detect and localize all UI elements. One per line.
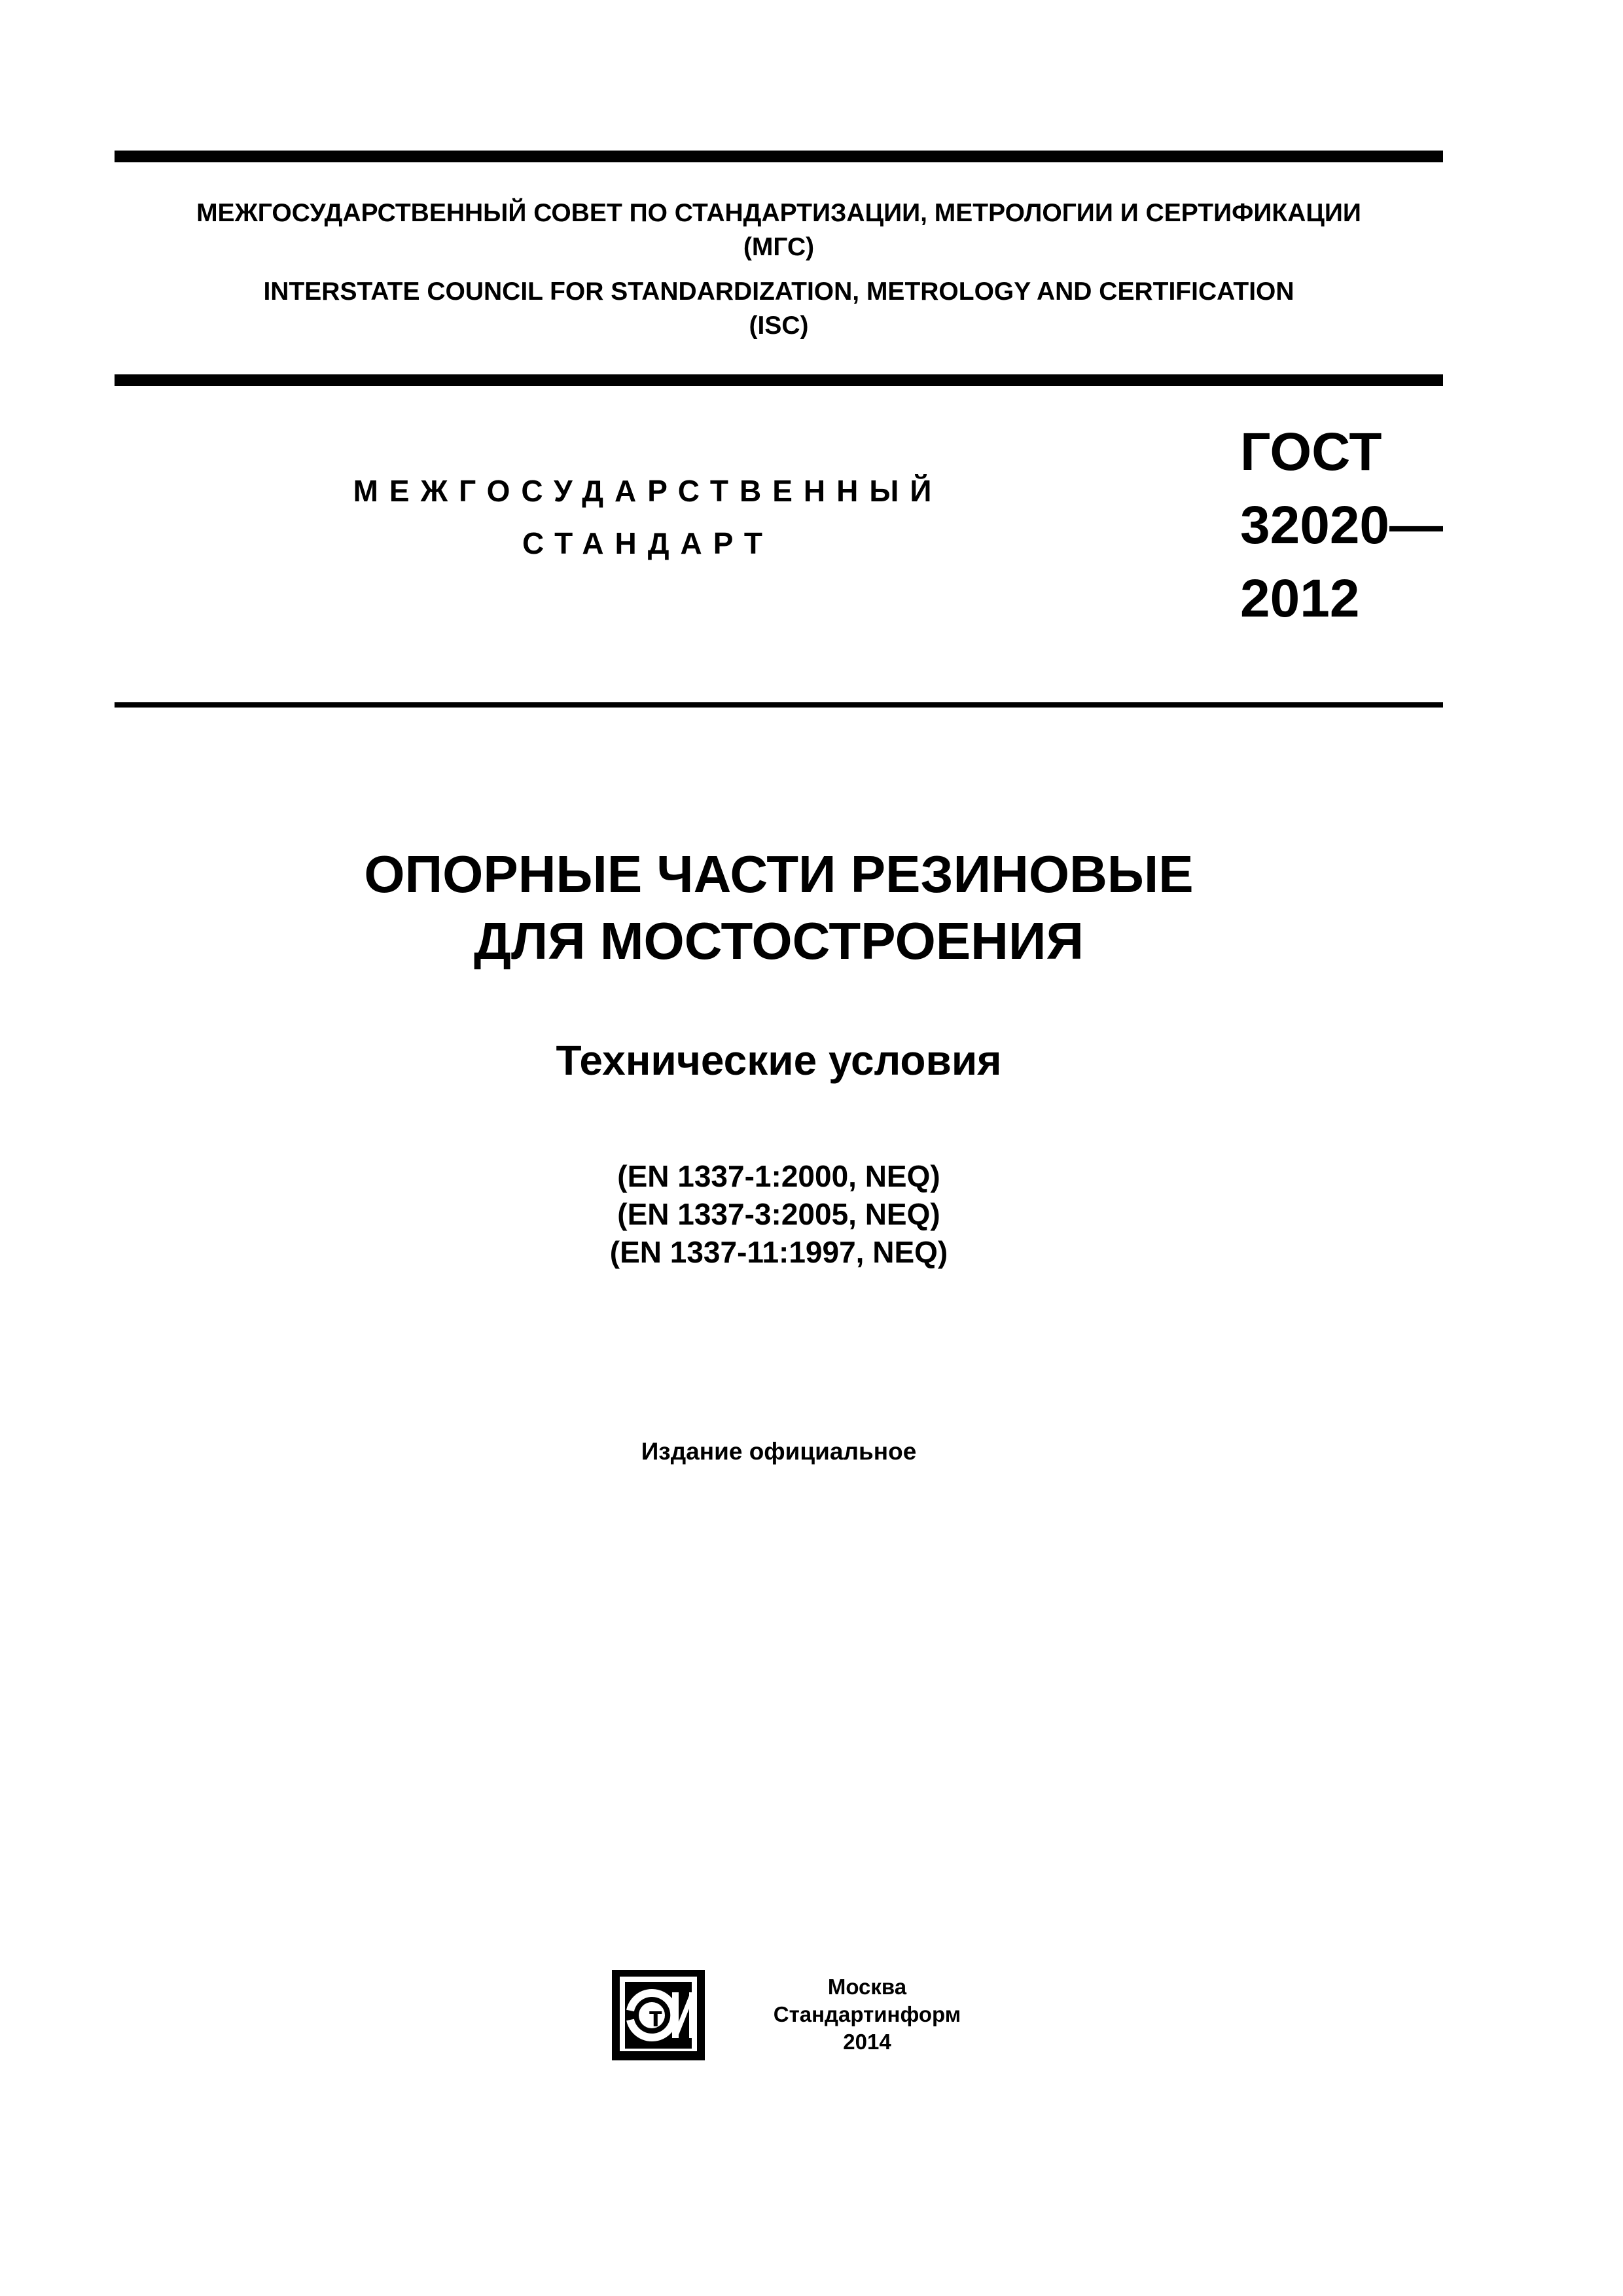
bottom-rule	[115, 702, 1443, 708]
publisher-name: Стандартинформ	[773, 2002, 961, 2026]
council-en-line2: (ISC)	[749, 312, 809, 340]
middle-rule	[115, 374, 1443, 386]
document-subtitle: Технические условия	[556, 1037, 1002, 1084]
council-ru-line2: (МГС)	[743, 233, 815, 261]
gost-designation	[1240, 416, 1443, 636]
reference-standards	[115, 1157, 1443, 1271]
top-rule	[115, 151, 1443, 162]
standard-label-line1: МЕЖГОСУДАРСТВЕННЫЙ	[353, 474, 943, 508]
standartinform-logo-icon	[612, 1970, 705, 2060]
title-line2: ДЛЯ МОСТОСТРОЕНИЯ	[474, 912, 1084, 970]
reference-item: (EN 1337-3:2005, NEQ)	[617, 1197, 940, 1231]
publisher-block	[720, 1973, 1014, 2056]
svg-text:т: т	[649, 2001, 663, 2033]
council-name-en	[115, 275, 1443, 343]
gost-year: 2012	[1240, 569, 1360, 628]
gost-word: ГОСТ	[1240, 422, 1382, 482]
standard-label-line2: СТАНДАРТ	[522, 526, 774, 560]
title-line1: ОПОРНЫЕ ЧАСТИ РЕЗИНОВЫЕ	[364, 845, 1194, 903]
reference-item: (EN 1337-1:2000, NEQ)	[617, 1159, 940, 1193]
council-en-line1: INTERSTATE COUNCIL FOR STANDARDIZATION, METROLOGY AND CERTIFICATION	[263, 278, 1294, 306]
publisher-year: 2014	[843, 2030, 891, 2054]
council-ru-line1: МЕЖГОСУДАРСТВЕННЫЙ СОВЕТ ПО СТАНДАРТИЗАЦИИ, МЕТРОЛОГИИ И СЕРТИФИКАЦИИ	[196, 199, 1361, 227]
document-title	[115, 841, 1443, 975]
edition-note: Издание официальное	[641, 1438, 917, 1465]
standard-label	[314, 465, 982, 569]
council-name-ru	[115, 196, 1443, 264]
reference-item: (EN 1337-11:1997, NEQ)	[609, 1235, 948, 1269]
publisher-city: Москва	[827, 1975, 907, 1999]
gost-number: 32020—	[1240, 495, 1444, 555]
